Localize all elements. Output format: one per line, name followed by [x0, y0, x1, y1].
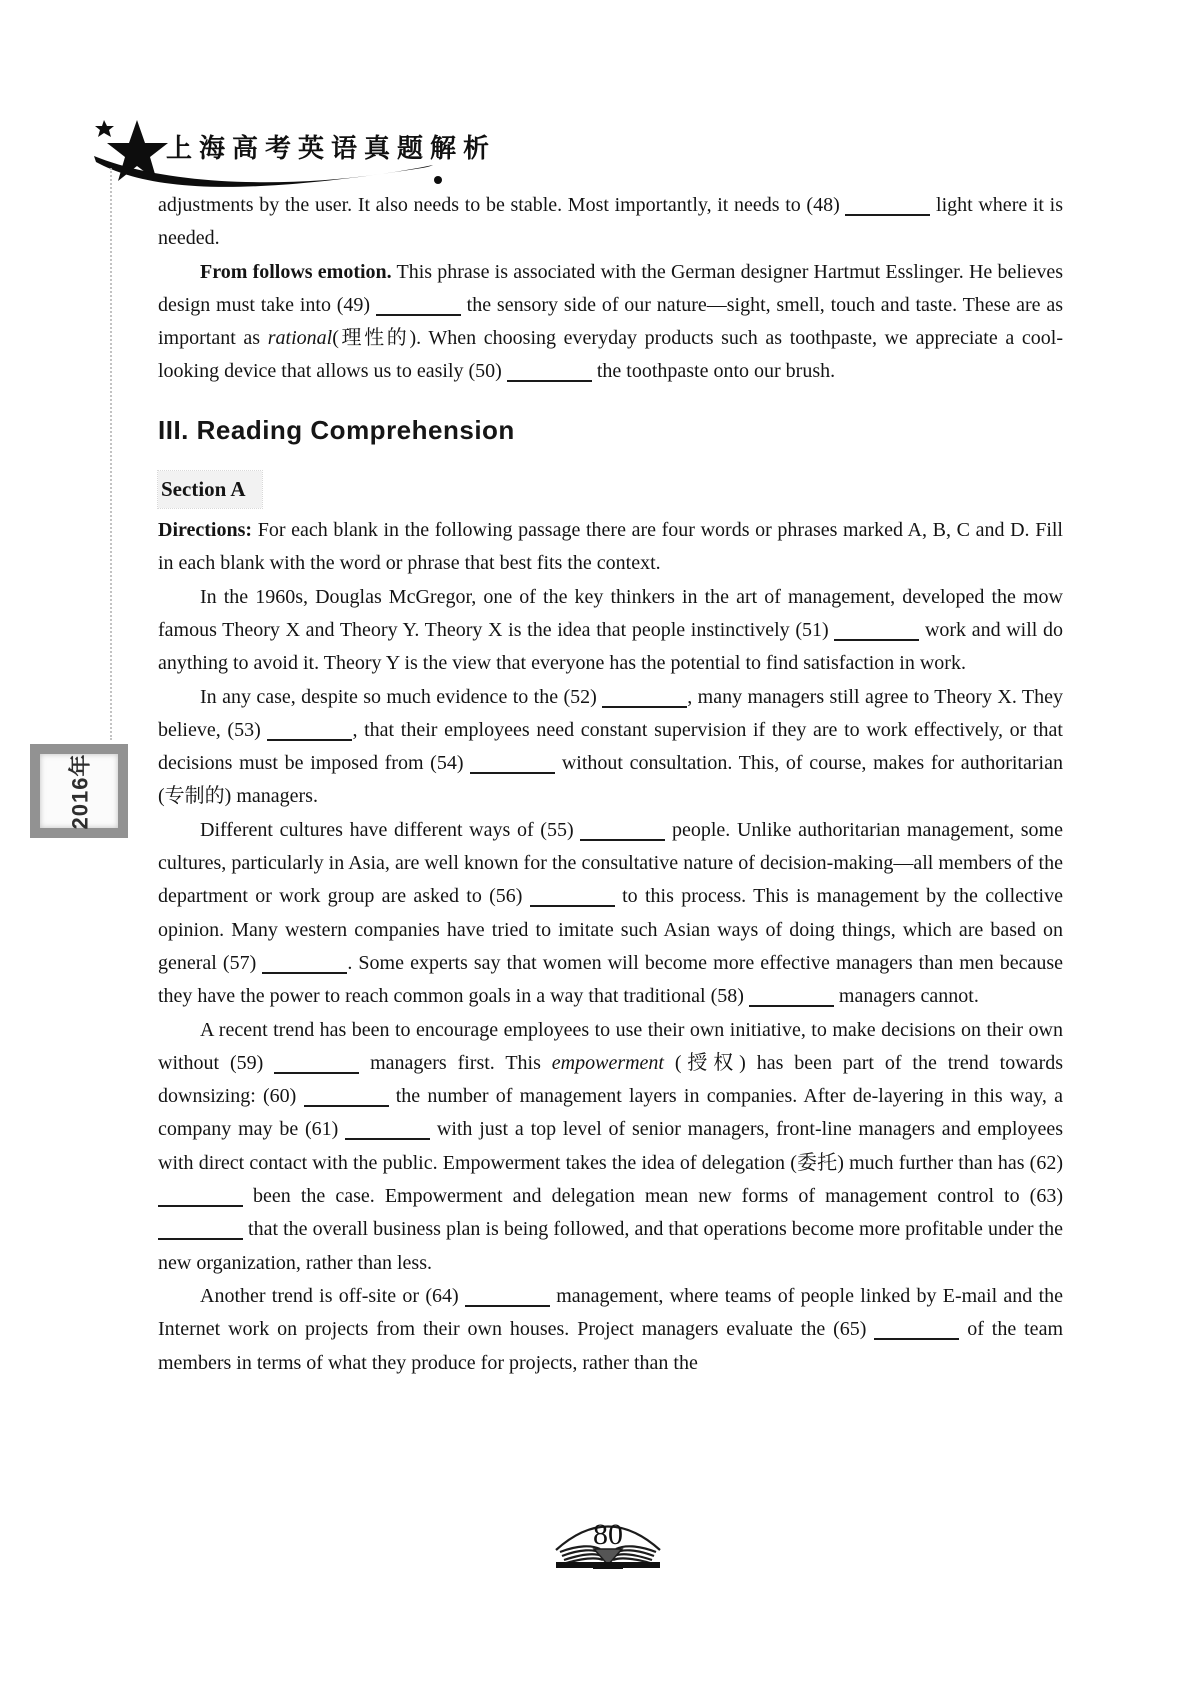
text-segment: From follows emotion. [200, 260, 392, 283]
text-segment: to this process. This is management by the collective opinion. Many western companies have tried to imitate such Asian ways of doing things, which are based on general (57) [158, 885, 1063, 974]
answer-blank [470, 756, 555, 774]
text-segment: managers first. This [359, 1051, 552, 1074]
text-segment: work and will do anything to avoid it. Theory Y is the view that everyone has the potential to find satisfaction in work. [158, 618, 1063, 675]
directions [158, 514, 1063, 581]
document-body [158, 189, 1063, 1380]
text-segment: A recent trend has been to encourage employees to use their own initiative, to make decisions on their own without (59) [158, 1018, 1063, 1074]
year-tab-label: 2016年 [67, 753, 93, 829]
paragraph-48 [158, 189, 1063, 256]
paragraph-55-58 [158, 814, 1063, 1014]
text-segment: that the overall business plan is being followed, and that operations become more profitable under the new organization, rather than less. [158, 1218, 1063, 1274]
answer-blank [874, 1322, 959, 1340]
text-segment: Different cultures have different ways of (55) [200, 818, 581, 841]
text-segment: , that their employees need constant supervision if they are to work effectively, or that decisions must be imposed from (54) [158, 718, 1063, 775]
answer-blank [749, 989, 834, 1007]
text-segment: management, where teams of people linked by E-mail and the Internet work on projects from their own houses. Project managers evaluate the (65) [158, 1284, 1063, 1341]
answer-blank [507, 364, 592, 382]
margin-dotted-rule [110, 168, 112, 740]
brand-title: 上海高考英语真题解析 [166, 133, 497, 163]
text-segment: empowerment [551, 1051, 664, 1074]
text-segment: adjustments by the user. It also needs to be stable. Most importantly, it needs to (48) [158, 194, 846, 216]
paragraph-59-63 [158, 1014, 1063, 1280]
text-segment: Another trend is off-site or (64) [200, 1284, 465, 1307]
answer-blank [465, 1289, 550, 1307]
text-segment: with just a top level of senior managers, front-line managers and employees with direct contact with the public. Empowerment takes the idea of delegation (委托) much further than has (62) [158, 1118, 1063, 1174]
text-segment: the sensory side of our nature—sight, smell, touch and taste. These are as important as [158, 293, 1064, 350]
text-segment: of the team members in terms of what they produce for projects, rather than the [158, 1318, 1063, 1374]
text-segment: people. Unlike authoritarian management, some cultures, particularly in Asia, are well known for the consultative nature of decision-making—all members of the department or work group are asked to (56) [158, 818, 1063, 908]
text-segment: This phrase is associated with the German designer Hartmut Esslinger. He believes design must take into (49) [158, 260, 1063, 316]
page-number: 80 [593, 1518, 623, 1551]
section-a-label: Section A [158, 471, 262, 508]
reading-comprehension-heading: III. Reading Comprehension [158, 414, 515, 445]
text-segment: the number of management layers in companies. After de-layering in this way, a company may be (61) [158, 1085, 1064, 1141]
answer-blank [158, 1222, 243, 1240]
year-tab-2016 [30, 744, 128, 838]
text-segment: been the case. Empowerment and delegation mean new forms of management control to (63) [243, 1185, 1063, 1208]
paragraph-52-54 [158, 681, 1063, 814]
answer-blank [602, 690, 687, 708]
text-segment: , many managers still agree to Theory X. They believe, (53) [158, 685, 1063, 741]
text-segment: . Some experts say that women will become more effective managers than men because they have the power to reach common goals in a way that traditional (58) [158, 951, 1064, 1008]
text-segment: For each blank in the following passage there are four words or phrases marked A, B, C and D. Fill in each blank with the word or phrase that best fits the context. [158, 519, 1063, 575]
text-segment: managers cannot. [833, 985, 979, 1008]
answer-blank [274, 1056, 359, 1074]
answer-blank [304, 1089, 389, 1107]
open-book-icon [548, 1503, 668, 1569]
text-segment: without consultation. This, of course, makes for authoritarian (专制的) managers. [158, 752, 1063, 808]
answer-blank [267, 723, 352, 741]
text-segment: Directions: [158, 519, 253, 542]
paragraph-64-65 [158, 1280, 1063, 1380]
answer-blank [262, 956, 347, 974]
text-segment: In the 1960s, Douglas McGregor, one of the key thinkers in the art of management, developed the mow famous Theory X and Theory Y. Theory X is the idea that people instinctively (51) [158, 585, 1063, 641]
text-segment: rational [267, 327, 333, 350]
text-segment: In any case, despite so much evidence to the (52) [200, 685, 603, 708]
section-a-label [158, 457, 1063, 508]
text-segment: (授权) has been part of the trend towards downsizing: (60) [158, 1051, 1064, 1108]
answer-blank [345, 1122, 430, 1140]
paragraph-49-50 [158, 256, 1063, 389]
answer-blank [845, 198, 930, 216]
answer-blank [376, 298, 461, 316]
answer-blank [158, 1189, 243, 1207]
text-segment: the toothpaste onto our brush. [591, 360, 836, 383]
answer-blank [834, 623, 919, 641]
answer-blank [530, 889, 615, 907]
text-segment: light where it is needed. [158, 194, 1063, 250]
paragraph-51 [158, 581, 1063, 681]
answer-blank [580, 823, 665, 841]
text-segment: (理性的). When choosing everyday products such as toothpaste, we appreciate a cool-looking device that allows us to easily (50) [158, 327, 1063, 383]
